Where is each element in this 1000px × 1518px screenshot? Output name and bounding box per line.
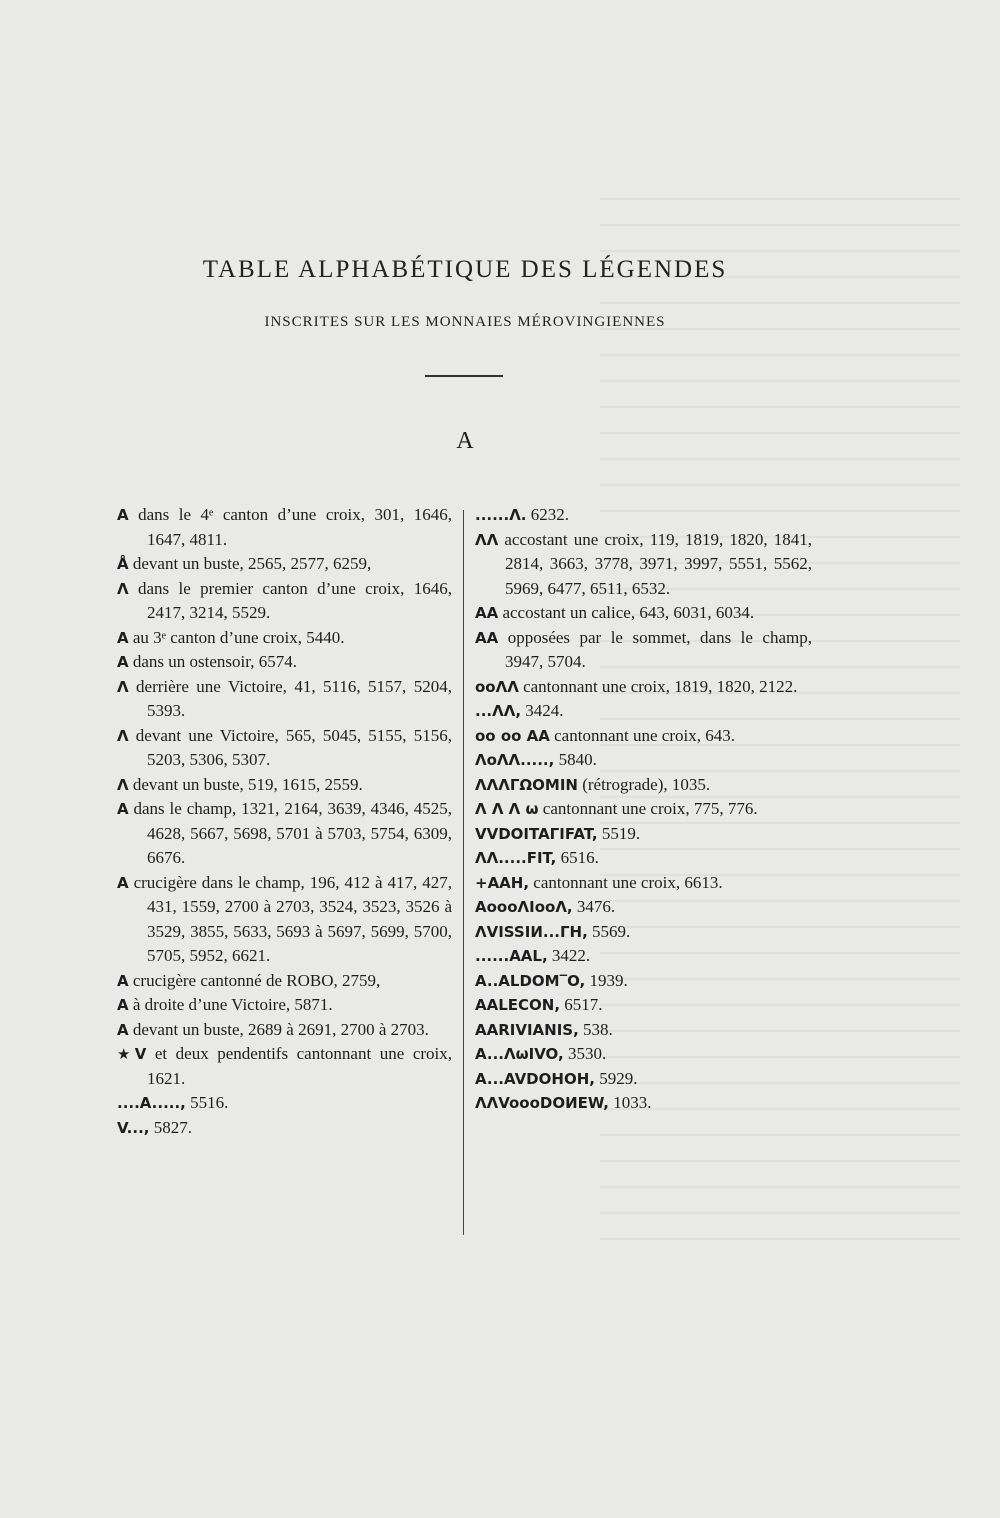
entry-legend: A: [117, 971, 129, 990]
title-rule: [425, 375, 503, 377]
entry-text: 5827.: [149, 1117, 192, 1137]
entry-legend: AARIVIANIS,: [475, 1020, 579, 1039]
page-subtitle: INSCRITES SUR LES MONNAIES MÉROVINGIENNES: [264, 314, 666, 330]
index-entry: [117, 1091, 452, 1116]
entry-legend: ΛVISSIИ...ΓH,: [475, 922, 588, 941]
index-entry: [117, 1116, 452, 1141]
entry-legend: A...AVDOHOH,: [475, 1069, 595, 1088]
entry-legend: VVDOITAΓIFAT,: [475, 824, 598, 843]
index-entry: [475, 871, 812, 896]
entry-legend: ΛΛ.....FIT,: [475, 849, 557, 867]
entry-text: 1033.: [608, 1093, 652, 1112]
entry-legend: AA: [475, 604, 499, 622]
entry-text: cantonnant une croix, 1819, 1820, 2122.: [518, 676, 798, 696]
entry-text: 1939.: [585, 970, 628, 990]
entry-text: crucigère dans le champ, 196, 412 à 417, 427, 431, 1559, 2700 à 2703, 3524, 3523, 3526 à 3529, 3855, 5633, 5693 à 5697, 5699, 5700, 5705, 5952, 6621.: [128, 872, 452, 965]
index-entry: [117, 993, 452, 1018]
entry-text: au 3ᵉ canton d’une croix, 5440.: [128, 627, 345, 647]
index-entry: [475, 601, 812, 626]
entry-text: accostant une croix, 119, 1819, 1820, 1841, 2814, 3663, 3778, 3971, 3997, 5551, 5562, 5969, 6477, 6511, 6532.: [498, 529, 812, 598]
entry-text: opposées par le sommet, dans le champ, 3947, 5704.: [498, 627, 812, 671]
index-entry: [475, 1091, 812, 1116]
entry-text: dans un ostensoir, 6574.: [128, 652, 297, 671]
index-entry: [117, 871, 452, 969]
entry-legend: ★V: [117, 1045, 147, 1063]
section-letter: A: [456, 428, 474, 454]
index-entry: [117, 724, 452, 773]
entry-legend: ΛΛ: [475, 530, 499, 549]
entry-text: devant un buste, 519, 1615, 2559.: [128, 774, 363, 794]
entry-legend: A..ALDOM‾O,: [475, 971, 586, 990]
entry-legend: Λ: [117, 775, 129, 794]
entry-legend: AoooΛIooΛ,: [475, 898, 573, 916]
index-entry: [475, 822, 812, 847]
page-title: TABLE ALPHABÉTIQUE DES LÉGENDES: [202, 256, 728, 283]
entry-text: derrière une Victoire, 41, 5116, 5157, 5204, 5393.: [128, 676, 452, 720]
index-entry: [117, 650, 452, 675]
entry-legend: A: [117, 800, 129, 818]
entry-text: cantonnant une croix, 775, 776.: [538, 799, 758, 818]
index-entry: [117, 797, 452, 871]
entry-text: 538.: [578, 1019, 613, 1039]
entry-text: 3476.: [572, 897, 616, 916]
index-entry: [117, 552, 452, 577]
entry-legend: +AAH,: [475, 873, 530, 892]
entry-text: 5516.: [185, 1093, 229, 1112]
index-entry: [475, 797, 812, 822]
entry-legend: A: [117, 996, 129, 1014]
index-entry: [475, 944, 812, 969]
entry-text: 6232.: [526, 505, 569, 524]
left-column: [117, 503, 452, 1140]
entry-text: devant une Victoire, 565, 5045, 5155, 5156, 5203, 5306, 5307.: [128, 725, 452, 769]
entry-text: 6516.: [556, 848, 599, 867]
index-entry: [117, 1042, 452, 1091]
entry-legend: Λ: [117, 677, 129, 696]
index-entry: [475, 675, 812, 700]
entry-legend: A: [117, 1020, 129, 1039]
entry-legend: Λ: [117, 579, 129, 598]
index-entry: [117, 1018, 452, 1043]
index-entry: [475, 503, 812, 528]
index-entry: [475, 626, 812, 675]
entry-text: dans le premier canton d’une croix, 1646, 2417, 3214, 5529.: [128, 578, 452, 622]
entry-legend: ......AAL,: [475, 947, 548, 965]
entry-text: 5929.: [594, 1068, 638, 1088]
entry-legend: A: [117, 628, 129, 647]
index-entry: [475, 1042, 812, 1067]
right-column: [475, 503, 812, 1116]
entry-legend: A...ΛωIVO,: [475, 1045, 564, 1063]
entry-legend: ....A.....,: [117, 1094, 186, 1112]
entry-legend: ΛoΛΛ.....,: [475, 751, 555, 769]
entry-legend: Λ Λ Λ ω: [475, 800, 539, 818]
entry-legend: V...,: [117, 1118, 150, 1137]
entry-legend: A: [117, 873, 129, 892]
index-entry: [117, 626, 452, 651]
index-entry: [475, 969, 812, 994]
index-entry: [117, 675, 452, 724]
entry-text: devant un buste, 2689 à 2691, 2700 à 2703.: [128, 1019, 429, 1039]
index-entry: [475, 895, 812, 920]
entry-text: devant un buste, 2565, 2577, 6259,: [128, 554, 372, 573]
index-entry: [117, 503, 452, 552]
entry-text: dans le 4ᵉ canton d’une croix, 301, 1646, 1647, 4811.: [128, 505, 452, 549]
entry-legend: oo oo AA: [475, 726, 550, 745]
entry-legend: ...ΛΛ,: [475, 702, 522, 720]
index-entry: [475, 1018, 812, 1043]
index-entry: [475, 846, 812, 871]
index-entry: [475, 1067, 812, 1092]
index-entry: [475, 748, 812, 773]
entry-legend: A: [117, 506, 129, 524]
index-entry: [117, 577, 452, 626]
column-divider: [463, 510, 464, 1235]
entry-legend: ΛΛVoooDOИEW,: [475, 1094, 609, 1112]
entry-text: crucigère cantonné de ROBO, 2759,: [128, 970, 381, 990]
entry-text: 3422.: [547, 946, 591, 965]
entry-text: 3530.: [563, 1044, 607, 1063]
entry-legend: ΛΛΛΓΩOMIN: [475, 775, 578, 794]
entry-text: 3424.: [521, 701, 564, 720]
entry-text: 6517.: [560, 995, 603, 1014]
index-entry: [117, 969, 452, 994]
index-entry: [475, 699, 812, 724]
entry-legend: ......Λ.: [475, 506, 527, 524]
entry-text: 5569.: [587, 921, 631, 941]
entry-text: et deux pendentifs cantonnant une croix, 1621.: [146, 1044, 452, 1088]
entry-legend: AALECON,: [475, 996, 561, 1014]
index-entry: [475, 724, 812, 749]
index-entry: [475, 920, 812, 945]
entry-legend: Å: [117, 555, 129, 573]
entry-legend: AA: [475, 628, 499, 647]
entry-legend: A: [117, 653, 129, 671]
entry-text: (rétrograde), 1035.: [577, 774, 711, 794]
entry-text: cantonnant une croix, 6613.: [529, 872, 723, 892]
entry-text: dans le champ, 1321, 2164, 3639, 4346, 4525, 4628, 5667, 5698, 5701 à 5703, 5754, 6309, 6676.: [128, 799, 452, 867]
index-entry: [117, 773, 452, 798]
index-entry: [475, 528, 812, 602]
entry-text: accostant un calice, 643, 6031, 6034.: [498, 603, 755, 622]
entry-text: cantonnant une croix, 643.: [549, 725, 735, 745]
index-entry: [475, 773, 812, 798]
entry-legend: ooΛΛ: [475, 677, 519, 696]
entry-text: à droite d’une Victoire, 5871.: [128, 995, 333, 1014]
index-entry: [475, 993, 812, 1018]
entry-text: 5840.: [554, 750, 597, 769]
entry-legend: Λ: [117, 726, 129, 745]
entry-text: 5519.: [597, 823, 641, 843]
